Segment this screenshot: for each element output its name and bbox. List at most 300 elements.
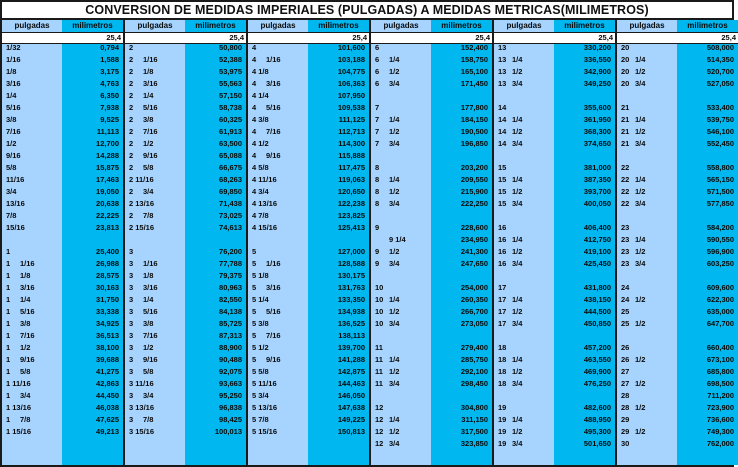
table-row: [125, 198, 246, 210]
inch-whole: 22: [621, 187, 630, 196]
millimeter-value: 44,450: [96, 391, 119, 400]
table-row: [248, 102, 369, 114]
millimeter-value: 42,863: [96, 379, 119, 388]
inch-whole: 24: [621, 295, 630, 304]
inch-whole: 3/4: [6, 187, 17, 196]
table-row: [2, 78, 123, 90]
inch-whole: 26: [621, 355, 630, 364]
table-row: [125, 390, 246, 402]
table-row: [371, 426, 492, 438]
table-row: [248, 402, 369, 414]
millimeter-value: 184,150: [460, 115, 488, 124]
table-row: [494, 402, 615, 414]
table-row: [617, 282, 738, 294]
table-row: [371, 186, 492, 198]
table-row: [2, 390, 123, 402]
table-row: [617, 378, 738, 390]
inch-fraction: 5/8: [143, 367, 154, 376]
table-row: [125, 258, 246, 270]
inch-whole: 10: [375, 307, 384, 316]
inch-fraction: 7/8: [143, 415, 154, 424]
inch-whole: 3: [129, 307, 134, 316]
table-row: [2, 186, 123, 198]
table-row: [2, 222, 123, 234]
table-row: [248, 162, 369, 174]
inch-whole: 15/16: [6, 223, 25, 232]
millimeter-value: 22,225: [96, 211, 119, 220]
millimeter-value: 406,400: [583, 223, 611, 232]
table-row: [371, 294, 492, 306]
inch-fraction: 1/16: [266, 55, 281, 64]
inch-fraction: 1/2: [635, 187, 646, 196]
inch-whole: 8: [375, 175, 380, 184]
millimeter-value: 90,488: [219, 355, 242, 364]
millimeter-value: 488,950: [583, 415, 611, 424]
inch-whole: 4 1/8: [252, 67, 269, 76]
inch-whole: 2: [129, 139, 134, 148]
table-row: [617, 162, 738, 174]
millimeter-value: 336,550: [583, 55, 611, 64]
inch-fraction: 1/16: [143, 55, 158, 64]
millimeter-value: 149,225: [337, 415, 365, 424]
millimeter-value: 577,850: [706, 199, 734, 208]
millimeter-value: 109,538: [337, 103, 365, 112]
table-row: [617, 78, 738, 90]
millimeter-value: 61,913: [219, 127, 242, 136]
table-row: [248, 270, 369, 282]
inch-fraction: 1/2: [512, 307, 523, 316]
inch-whole: 25: [621, 307, 630, 316]
millimeter-value: 95,250: [219, 391, 242, 400]
millimeter-value: 77,788: [219, 259, 242, 268]
inch-whole: 7: [375, 127, 380, 136]
millimeter-value: 107,950: [337, 91, 365, 100]
inch-fraction: 3/4: [389, 439, 400, 448]
table-row: [125, 282, 246, 294]
inch-fraction: 1/8: [20, 271, 31, 280]
inch-fraction: 1/2: [143, 139, 154, 148]
inch-fraction: 3/4: [389, 79, 400, 88]
table-row: [494, 378, 615, 390]
table-row: [494, 366, 615, 378]
inch-whole: 4 15/16: [252, 223, 278, 232]
millimeter-value: 133,350: [337, 295, 365, 304]
millimeter-value: 136,525: [337, 319, 365, 328]
table-row: [125, 174, 246, 186]
table-row: [617, 54, 738, 66]
millimeter-value: 260,350: [460, 295, 488, 304]
table-row: [494, 306, 615, 318]
table-row: [2, 306, 123, 318]
inch-whole: 1: [6, 271, 11, 280]
table-row: [2, 54, 123, 66]
inch-whole: 18: [498, 343, 507, 352]
millimeter-value: 115,888: [338, 151, 365, 160]
millimeter-value: 330,200: [583, 43, 611, 52]
table-row: [125, 210, 246, 222]
inch-whole: 2: [129, 163, 134, 172]
millimeter-value: 85,725: [219, 319, 242, 328]
inch-whole: 2: [129, 79, 134, 88]
inch-whole: 27: [621, 379, 630, 388]
inch-whole: 16: [498, 235, 507, 244]
inch-whole: 5 7/8: [252, 415, 269, 424]
inch-fraction: 7/16: [143, 331, 158, 340]
millimeter-value: 622,300: [706, 295, 734, 304]
inch-fraction: 1/4: [635, 115, 646, 124]
table-row: [617, 258, 738, 270]
table-row: [2, 366, 123, 378]
inch-fraction: 3/4: [512, 139, 523, 148]
inch-whole: 2: [129, 91, 134, 100]
table-row: [2, 210, 123, 222]
millimeter-value: 131,763: [337, 283, 365, 292]
table-row: [248, 306, 369, 318]
inch-whole: 1/8: [6, 67, 17, 76]
table-row: [248, 54, 369, 66]
millimeter-value: 571,500: [706, 187, 734, 196]
inch-whole: 2: [129, 127, 134, 136]
inch-fraction: 5/16: [266, 307, 281, 316]
table-row: [125, 102, 246, 114]
inch-whole: 4: [252, 43, 257, 52]
inch-fraction: 1/2: [635, 67, 646, 76]
inch-fraction: 5/8: [143, 163, 154, 172]
millimeter-value: 3,175: [100, 67, 119, 76]
table-row: [248, 42, 369, 54]
inch-fraction: 1/2: [635, 319, 646, 328]
table-row: [2, 90, 123, 102]
inch-whole: 13: [498, 67, 507, 76]
inch-fraction: 1/2: [389, 247, 400, 256]
inch-fraction: 5/16: [20, 307, 35, 316]
inch-whole: 7: [375, 103, 380, 112]
inch-fraction: 7/16: [266, 331, 281, 340]
millimeter-value: 31,750: [96, 295, 119, 304]
conversion-factor: 25,4: [598, 33, 613, 42]
inch-fraction: 3/4: [20, 391, 31, 400]
inch-whole: 9: [375, 223, 380, 232]
inch-whole: 21: [621, 139, 630, 148]
milimetros-header: milimetros: [62, 20, 123, 33]
inch-whole: 3: [129, 415, 134, 424]
millimeter-value: 79,375: [219, 271, 242, 280]
inch-fraction: 1/16: [143, 259, 158, 268]
table-row: [248, 126, 369, 138]
inch-whole: 5: [252, 283, 257, 292]
table-row: [248, 246, 369, 258]
millimeter-value: 387,350: [583, 175, 611, 184]
inch-whole: 4 11/16: [252, 175, 277, 184]
inch-whole: 2: [129, 115, 134, 124]
millimeter-value: 127,000: [337, 247, 365, 256]
inch-whole: 1: [6, 283, 11, 292]
inch-whole: 17: [498, 307, 507, 316]
inch-whole: 2: [129, 211, 134, 220]
millimeter-value: 147,638: [337, 403, 365, 412]
table-row: [617, 198, 738, 210]
millimeter-value: 74,613: [219, 223, 242, 232]
inch-whole: 3 13/16: [129, 403, 155, 412]
millimeter-value: 6,350: [100, 91, 119, 100]
millimeter-value: 142,875: [337, 367, 365, 376]
millimeter-value: 123,825: [337, 211, 365, 220]
inch-whole: 11: [375, 355, 383, 364]
inch-whole: 4 3/4: [252, 187, 269, 196]
inch-fraction: 1/16: [20, 259, 35, 268]
table-row: [494, 78, 615, 90]
inch-whole: 5: [252, 355, 257, 364]
table-row: [617, 402, 738, 414]
inch-whole: 5: [252, 259, 257, 268]
table-row: [617, 138, 738, 150]
conversion-factor: 25,4: [721, 33, 736, 42]
inch-whole: 16: [498, 247, 507, 256]
table-row: [494, 186, 615, 198]
inch-whole: 16: [498, 223, 507, 232]
table-row: [494, 198, 615, 210]
inch-whole: 3: [129, 355, 134, 364]
millimeter-value: 762,000: [706, 439, 734, 448]
inch-fraction: 1/2: [635, 403, 646, 412]
inch-whole: 14: [498, 127, 507, 136]
millimeter-value: 450,850: [583, 319, 611, 328]
table-row: [494, 318, 615, 330]
table-row: [125, 402, 246, 414]
millimeter-value: 58,738: [219, 103, 242, 112]
table-row: [617, 246, 738, 258]
table-row: [2, 282, 123, 294]
millimeter-value: 254,000: [460, 283, 488, 292]
table-row: [371, 414, 492, 426]
inch-whole: 1: [6, 343, 11, 352]
millimeter-value: 400,050: [583, 199, 611, 208]
millimeter-value: 146,050: [337, 391, 365, 400]
inch-fraction: 1/4: [389, 175, 400, 184]
millimeter-value: 558,800: [706, 163, 734, 172]
inch-whole: 2 13/16: [129, 199, 155, 208]
inch-fraction: 5/16: [143, 307, 158, 316]
millimeter-value: 66,675: [219, 163, 242, 172]
inch-whole: 7/8: [6, 211, 17, 220]
inch-fraction: 1/2: [389, 187, 400, 196]
millimeter-value: 304,800: [460, 403, 488, 412]
inch-whole: 1/2: [6, 139, 17, 148]
millimeter-value: 96,838: [219, 403, 242, 412]
millimeter-value: 87,313: [219, 331, 242, 340]
inch-whole: 4: [252, 151, 257, 160]
column-group-2: [123, 20, 246, 465]
inch-whole: 10: [375, 283, 384, 292]
pulgadas-header: pulgadas: [248, 20, 308, 33]
millimeter-value: 50,800: [219, 43, 242, 52]
inch-fraction: 5/8: [20, 367, 31, 376]
millimeter-value: 431,800: [583, 283, 611, 292]
inch-fraction: 1/2: [389, 127, 400, 136]
inch-whole: 3: [129, 367, 134, 376]
inch-fraction: 9/16: [143, 355, 158, 364]
inch-whole: 10: [375, 295, 384, 304]
table-row: [371, 318, 492, 330]
millimeter-value: 150,813: [337, 427, 365, 436]
millimeter-value: 4,763: [100, 79, 119, 88]
inch-whole: 7: [375, 139, 380, 148]
table-row: [494, 138, 615, 150]
millimeter-value: 501,650: [583, 439, 611, 448]
inch-whole: 14: [498, 115, 507, 124]
table-row: [248, 318, 369, 330]
millimeter-value: 749,300: [706, 427, 734, 436]
table-row: [125, 54, 246, 66]
millimeter-value: 355,600: [583, 103, 611, 112]
inch-whole: 18: [498, 355, 507, 364]
inch-fraction: 1/4: [512, 295, 523, 304]
millimeter-value: 203,200: [460, 163, 488, 172]
table-row: [371, 438, 492, 450]
inch-fraction: 3/4: [143, 391, 154, 400]
inch-whole: 5: [252, 247, 257, 256]
table-row: [494, 354, 615, 366]
table-row: [248, 258, 369, 270]
table-row: [371, 402, 492, 414]
table-row: [617, 186, 738, 198]
inch-whole: 14: [498, 103, 507, 112]
inch-fraction: 1/2: [389, 427, 400, 436]
inch-whole: 5 1/4: [252, 295, 269, 304]
inch-whole: 29: [621, 427, 630, 436]
column-group-6: [615, 20, 738, 465]
inch-whole: 8: [375, 199, 380, 208]
table-row: [125, 318, 246, 330]
millimeter-value: 215,900: [460, 187, 488, 196]
table-row: [248, 294, 369, 306]
inch-fraction: 3/16: [143, 79, 158, 88]
millimeter-value: 590,550: [706, 235, 734, 244]
milimetros-header: milimetros: [185, 20, 246, 33]
table-row: [248, 198, 369, 210]
inch-whole: 17: [498, 295, 507, 304]
table-row: [494, 162, 615, 174]
millimeter-value: 139,700: [337, 343, 365, 352]
table-row: [2, 246, 123, 258]
inch-whole: 18: [498, 367, 507, 376]
table-row: [248, 390, 369, 402]
millimeter-value: 122,238: [337, 199, 365, 208]
millimeter-value: 49,213: [96, 427, 119, 436]
table-row: [494, 42, 615, 54]
inch-whole: 2: [129, 103, 134, 112]
inch-fraction: 1/4: [512, 235, 523, 244]
inch-whole: 27: [621, 367, 630, 376]
milimetros-header: milimetros: [554, 20, 615, 33]
table-row: [371, 354, 492, 366]
table-row: [125, 294, 246, 306]
inch-whole: 3: [129, 283, 134, 292]
inch-fraction: 1/4: [635, 175, 646, 184]
table-row: [248, 282, 369, 294]
inch-whole: 18: [498, 379, 507, 388]
table-row: [617, 366, 738, 378]
inch-whole: 17: [498, 319, 507, 328]
table-row: [125, 354, 246, 366]
table-row: [2, 150, 123, 162]
millimeter-value: 134,938: [337, 307, 365, 316]
inch-whole: 23: [621, 235, 630, 244]
table-row: [371, 66, 492, 78]
inch-fraction: 9/16: [266, 355, 281, 364]
millimeter-value: 152,400: [460, 43, 488, 52]
inch-fraction: 3/4: [635, 259, 646, 268]
inch-fraction: 1/4: [512, 55, 523, 64]
table-row: [248, 366, 369, 378]
inch-fraction: 3/16: [143, 283, 158, 292]
inch-fraction: 1/2: [635, 427, 646, 436]
table-row: [371, 258, 492, 270]
table-row: [494, 342, 615, 354]
inch-fraction: 1/4: [389, 115, 400, 124]
table-row: [2, 426, 123, 438]
inch-whole: 3 11/16: [129, 379, 154, 388]
millimeter-value: 98,425: [219, 415, 242, 424]
inch-whole: 12: [375, 439, 384, 448]
inch-whole: 9/16: [6, 151, 21, 160]
table-row: [494, 54, 615, 66]
table-row: [617, 114, 738, 126]
inch-fraction: 5/16: [266, 103, 281, 112]
millimeter-value: 84,138: [219, 307, 242, 316]
inch-fraction: 3/4: [389, 259, 400, 268]
table-row: [125, 378, 246, 390]
millimeter-value: 130,175: [337, 271, 365, 280]
millimeter-value: 38,100: [96, 343, 119, 352]
millimeter-value: 103,188: [337, 55, 365, 64]
inch-whole: 3: [129, 319, 134, 328]
table-row: [125, 222, 246, 234]
inch-whole: 4 1/4: [252, 91, 269, 100]
inch-fraction: 1/2: [635, 379, 646, 388]
millimeter-value: 138,113: [338, 331, 365, 340]
table-row: [2, 258, 123, 270]
millimeter-value: 508,000: [706, 43, 734, 52]
table-row: [617, 126, 738, 138]
millimeter-value: 660,400: [706, 343, 734, 352]
table-row: [125, 78, 246, 90]
millimeter-value: 723,900: [706, 403, 734, 412]
inch-whole: 22: [621, 175, 630, 184]
millimeter-value: 52,388: [219, 55, 242, 64]
millimeter-value: 438,150: [583, 295, 611, 304]
inch-whole: 11: [375, 343, 383, 352]
millimeter-value: 76,200: [219, 247, 242, 256]
inch-whole: 9: [375, 259, 380, 268]
inch-fraction: 1/2: [512, 187, 523, 196]
millimeter-value: 65,088: [219, 151, 242, 160]
conversion-factor: 25,4: [475, 33, 490, 42]
table-row: [494, 246, 615, 258]
inch-whole: 29: [621, 415, 630, 424]
inch-fraction: 3/16: [266, 283, 281, 292]
inch-whole: 15: [498, 163, 507, 172]
table-row: [248, 66, 369, 78]
table-row: [125, 366, 246, 378]
table-row: [371, 282, 492, 294]
column-group-3: [246, 20, 369, 465]
millimeter-value: 520,700: [706, 67, 734, 76]
inch-whole: 3: [129, 391, 134, 400]
millimeter-value: 196,850: [460, 139, 488, 148]
inch-whole: 1: [6, 259, 11, 268]
inch-whole: 3: [129, 343, 134, 352]
